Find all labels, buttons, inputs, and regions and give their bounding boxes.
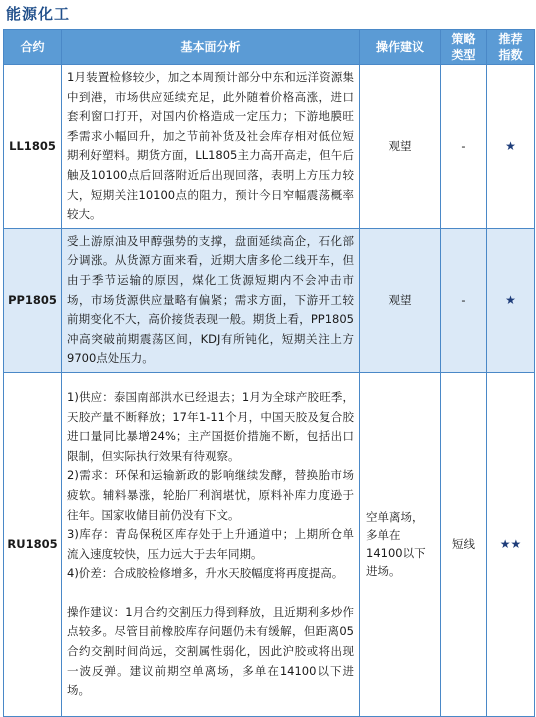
header-analysis: 基本面分析 [62, 30, 360, 65]
analysis-paragraph: 3)库存：青岛保税区库存处于上升通道中；上期所仓单流入速度较快，压力远大于去年同期。 [67, 527, 354, 561]
analysis-paragraph: 操作建议：1月合约交割压力得到释放，且近期利多炒作点较多。尽管目前橡胶库存问题仍未有缓解，但距离05合约交割时间尚远，交割属性弱化，因此沪胶或将出现一波反弹。建议前期空单离场，多单在14100以下进场。 [67, 604, 354, 698]
analysis-paragraph: 1)供应：泰国南部洪水已经退去；1月为全球产胶旺季，天胶产量不断释放；17年1-11个月，中国天胶及复合胶进口量同比暴增24%；主产国挺价措施不断，包括出口限制，但实际执行效果有待观察。 [67, 389, 354, 463]
operation-cell: 空单离场，多单在14100以下进场。 [360, 372, 441, 716]
analysis-paragraph: 2)需求：环保和运输新政的影响继续发酵，替换胎市场疲软。辅料暴涨，轮胎厂利润堪忧，原料补库力度逊于往年。国家收储目前仍没有下文。 [67, 468, 354, 522]
header-strategy-type [441, 30, 487, 65]
analysis-paragraph: 1月装置检修较少，加之本周预计部分中东和远洋资源集中到港，市场供应延续充足，此外随着价格高涨，进口套利窗口打开，对国内价格造成一定压力；下游地膜旺季需求小幅回升，加之节前补货及社会库存相对低位短期利好塑料。期货方面，LL1805主力高开高走，但午后触及10100点后回落附近后出现回落，表明上方压力较大，短期关注10100点的阻力，预计今日窄幅震荡概率较大。 [67, 70, 354, 222]
header-strategy-type-text: 策略类型 [451, 32, 476, 62]
analysis-paragraph: 受上游原油及甲醇强势的支撑，盘面延续高企，石化部分调涨。从货源方面来看，近期大唐多伦二线开车，但由于季节运输的原因，煤化工货源短期内不会冲击市场，市场货源供应量略有偏紧；需求方面，下游开工较前期变化不大，高价接货表现一般。期货上看，PP1805冲高突破前期震荡区间，KDJ有所钝化，短期关注上方9700点处压力。 [67, 233, 354, 366]
contract-cell: RU1805 [4, 372, 62, 716]
paragraph-gap [67, 584, 354, 603]
table-header-row [4, 30, 535, 65]
table-row [4, 65, 535, 229]
analysis-cell [62, 372, 360, 716]
strategy-type-cell: - [441, 65, 487, 229]
header-contract: 合约 [4, 30, 62, 65]
header-operation: 操作建议 [360, 30, 441, 65]
strategy-type-cell: - [441, 228, 487, 372]
operation-cell: 观望 [360, 65, 441, 229]
contract-cell: LL1805 [4, 65, 62, 229]
table-row [4, 372, 535, 716]
analysis-cell [62, 65, 360, 229]
rating-cell: ★ [487, 65, 535, 229]
rating-cell: ★★ [487, 372, 535, 716]
analysis-paragraph: 4)价差：合成胶检修增多，升水天胶幅度将再度提高。 [67, 566, 344, 581]
contract-cell: PP1805 [4, 228, 62, 372]
analysis-table [3, 29, 535, 717]
analysis-cell [62, 228, 360, 372]
header-rating [487, 30, 535, 65]
operation-cell: 观望 [360, 228, 441, 372]
section-title: 能源化工 [6, 5, 71, 23]
table-row [4, 228, 535, 372]
header-rating-text: 推荐指数 [498, 32, 523, 62]
strategy-type-cell: 短线 [441, 372, 487, 716]
rating-cell: ★ [487, 228, 535, 372]
